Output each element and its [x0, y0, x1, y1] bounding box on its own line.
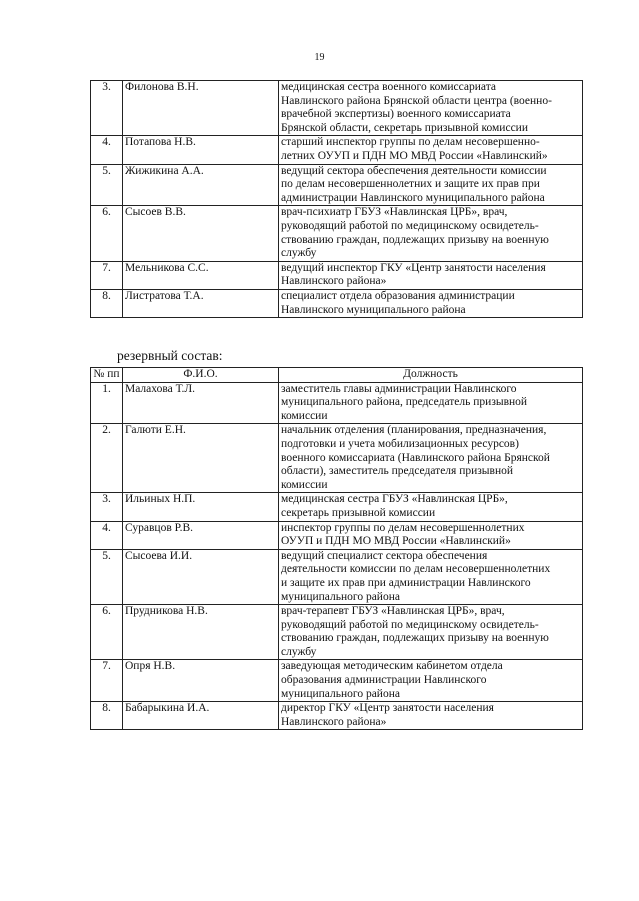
position-line: инспектор группы по делам несовершеннолетних — [281, 521, 525, 534]
row-number: 3. — [91, 493, 123, 521]
member-name: Опря Н.В. — [123, 660, 279, 702]
member-position — [279, 261, 583, 289]
table-row — [91, 261, 583, 289]
row-number: 1. — [91, 382, 123, 424]
table-row — [91, 382, 583, 424]
position-line: Навлинского района Брянской области центра (военно- — [281, 94, 552, 107]
table-row — [91, 289, 583, 317]
table-row — [91, 549, 583, 604]
member-position — [279, 382, 583, 424]
position-line: ствованию граждан, подлежащих призыву на военную — [281, 233, 549, 246]
row-number: 8. — [91, 702, 123, 730]
member-position — [279, 164, 583, 206]
position-line: Навлинского района» — [281, 715, 387, 728]
row-number: 5. — [91, 164, 123, 206]
member-name: Филонова В.Н. — [123, 81, 279, 136]
row-number: 4. — [91, 521, 123, 549]
table-row — [91, 702, 583, 730]
member-name: Бабарыкина И.А. — [123, 702, 279, 730]
position-line: Навлинского муниципального района — [281, 303, 466, 316]
position-line: ведущий сектора обеспечения деятельности комиссии — [281, 164, 547, 177]
member-position — [279, 136, 583, 164]
member-position — [279, 660, 583, 702]
position-line: службу — [281, 247, 317, 260]
position-line: Брянской области, секретарь призывной комиссии — [281, 121, 528, 134]
member-position — [279, 493, 583, 521]
member-name: Жижикина А.А. — [123, 164, 279, 206]
position-line: ствованию граждан, подлежащих призыву на военную — [281, 632, 549, 645]
row-number: 3. — [91, 81, 123, 136]
member-name: Сысоева И.И. — [123, 549, 279, 604]
table-row — [91, 164, 583, 206]
table-row — [91, 521, 583, 549]
table-row — [91, 81, 583, 136]
member-position — [279, 206, 583, 261]
table-row — [91, 424, 583, 493]
position-line: муниципального района, председатель призывной — [281, 396, 528, 409]
position-line: заместитель главы администрации Навлинского — [281, 382, 517, 395]
row-number: 6. — [91, 605, 123, 660]
position-line: врач-психиатр ГБУЗ «Навлинская ЦРБ», врач, — [281, 206, 508, 219]
table-row — [91, 660, 583, 702]
member-position — [279, 81, 583, 136]
position-line: деятельности комиссии по делам несовершеннолетних — [281, 563, 551, 576]
position-line: ведущий специалист сектора обеспечения — [281, 549, 488, 562]
member-position — [279, 424, 583, 493]
position-line: муниципального района — [281, 590, 400, 603]
position-line: по делам несовершеннолетних и защите их прав при — [281, 178, 540, 191]
position-line: директор ГКУ «Центр занятости населения — [281, 702, 494, 715]
member-position — [279, 289, 583, 317]
table-row — [91, 493, 583, 521]
position-line: образования администрации Навлинского — [281, 674, 487, 687]
position-line: заведующая методическим кабинетом отдела — [281, 660, 503, 673]
member-name: Суравцов Р.В. — [123, 521, 279, 549]
page-number: 19 — [314, 52, 325, 63]
position-line: комиссии — [281, 478, 328, 491]
member-name: Потапова Н.В. — [123, 136, 279, 164]
table-row — [91, 136, 583, 164]
position-line: ОУУП и ПДН МО МВД России «Навлинский» — [281, 535, 511, 548]
member-position — [279, 605, 583, 660]
header-position: Должность — [279, 368, 583, 383]
row-number: 2. — [91, 424, 123, 493]
member-name: Прудникова Н.В. — [123, 605, 279, 660]
position-line: области), заместитель председателя призывной — [281, 465, 514, 478]
row-number: 8. — [91, 289, 123, 317]
row-number: 7. — [91, 660, 123, 702]
member-position — [279, 521, 583, 549]
position-line: медицинская сестра военного комиссариата — [281, 81, 496, 93]
position-line: муниципального района — [281, 687, 400, 700]
header-name: Ф.И.О. — [123, 368, 279, 383]
row-number: 4. — [91, 136, 123, 164]
row-number: 5. — [91, 549, 123, 604]
reserve-section-title: резервный состав: — [117, 348, 223, 363]
position-line: секретарь призывной комиссии — [281, 506, 436, 519]
table-row — [91, 605, 583, 660]
reserve-table-body — [91, 382, 583, 730]
position-line: администрации Навлинского муниципального района — [281, 191, 545, 204]
position-line: службу — [281, 645, 317, 658]
commission-main-table — [90, 80, 583, 318]
member-position — [279, 702, 583, 730]
position-line: руководящий работой по медицинскому освидетель- — [281, 219, 539, 232]
position-line: старший инспектор группы по делам несовершенно- — [281, 136, 540, 149]
member-name: Мельникова С.С. — [123, 261, 279, 289]
row-number: 7. — [91, 261, 123, 289]
member-name: Сысоев В.В. — [123, 206, 279, 261]
position-line: подготовки и учета мобилизационных ресурсов) — [281, 437, 519, 450]
position-line: врачебной экспертизы) военного комиссариата — [281, 108, 511, 121]
member-name: Галюти Е.Н. — [123, 424, 279, 493]
member-name: Малахова Т.Л. — [123, 382, 279, 424]
position-line: специалист отдела образования администрации — [281, 289, 515, 302]
member-name: Ильиных Н.П. — [123, 493, 279, 521]
position-line: летних ОУУП и ПДН МО МВД России «Навлинский» — [281, 149, 548, 162]
position-line: военного комиссариата (Навлинского района Брянской — [281, 451, 550, 464]
header-number: № пп — [91, 368, 123, 383]
position-line: ведущий инспектор ГКУ «Центр занятости населения — [281, 261, 546, 274]
row-number: 6. — [91, 206, 123, 261]
position-line: начальник отделения (планирования, предназначения, — [281, 424, 547, 437]
position-line: медицинская сестра ГБУЗ «Навлинская ЦРБ», — [281, 493, 508, 506]
table-header-row — [91, 368, 583, 383]
member-name: Листратова Т.А. — [123, 289, 279, 317]
table-row — [91, 206, 583, 261]
position-line: руководящий работой по медицинскому освидетель- — [281, 618, 539, 631]
position-line: и защите их прав при администрации Навлинского — [281, 576, 531, 589]
position-line: врач-терапевт ГБУЗ «Навлинская ЦРБ», врач, — [281, 605, 505, 618]
main-table-body — [91, 81, 583, 318]
member-position — [279, 549, 583, 604]
position-line: Навлинского района» — [281, 275, 387, 288]
commission-reserve-table — [90, 367, 583, 730]
position-line: комиссии — [281, 409, 328, 422]
